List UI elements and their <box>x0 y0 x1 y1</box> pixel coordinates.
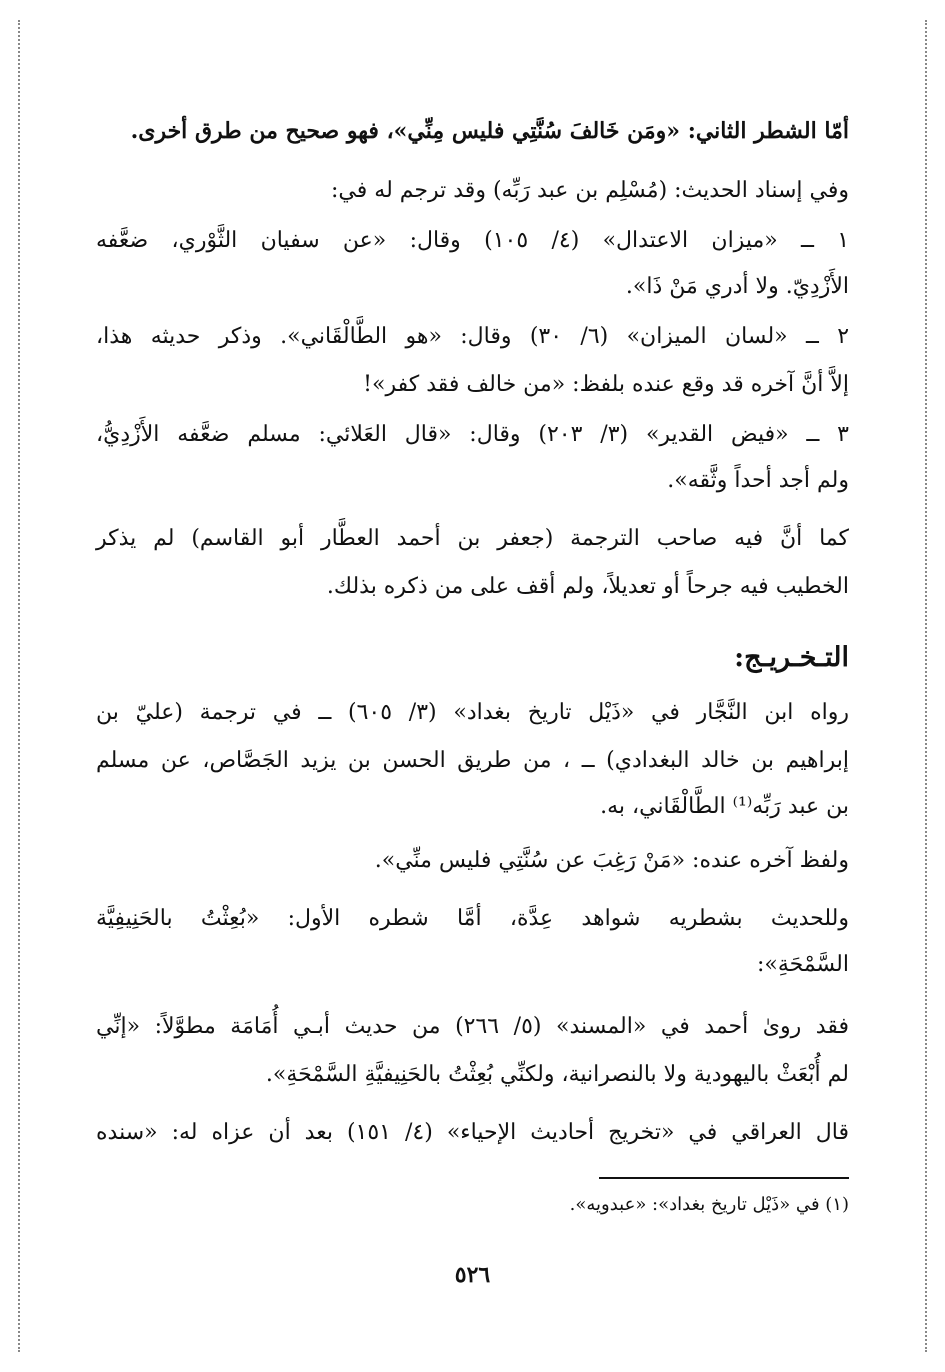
text-line-1: أمّا الشطر الثاني: «ومَن خَالفَ سُنَّتِي فليس مِنِّي»، فهو صحيح من طرق أخرى. <box>130 118 849 144</box>
text-line-3: ١ ــ «ميزان الاعتدال» (٤/ ١٠٥) وقال: «عن سفيان الثَّوْري، ضعَّفه <box>96 228 850 253</box>
text-line-10: الخطيب فيه جرحاً أو تعديلاً، ولم أقف على من ذكره بذلك. <box>326 574 849 599</box>
text-line-16: السَّمْحَةِ»: <box>756 952 849 977</box>
text-line-8: ولم أجد أحداً وثَّقه». <box>667 468 849 493</box>
text-line-18: لم أُبْعَثْ باليهودية ولا بالنصرانية، ولكنِّي بُعِثْتُ بالحَنِيفيَّةِ السَّمْحَةِ». <box>265 1062 849 1087</box>
left-margin-dots <box>18 20 20 1352</box>
text-line-13: بن عبد رَبِّه⁽¹⁾ الطَّالْقَاني، به. <box>600 794 849 819</box>
text-line-14: ولفظ آخره عنده: «مَنْ رَغِبَ عن سُنَّتِي فليس منِّي». <box>374 848 849 873</box>
text-line-19: قال العراقي في «تخريج أحاديث الإحياء» (٤/ ١٥١) بعد أن عزاه له: «سنده <box>96 1120 849 1145</box>
right-margin-dots <box>925 20 927 1352</box>
text-line-15: وللحديث بشطريه شواهد عِدَّة، أمَّا شطره الأول: «بُعِثْتُ بالحَنِيفِيَّة <box>96 906 849 931</box>
text-line-6: إلاَّ أنَّ آخره قد وقع عنده بلفظ: «من خالف فقد كفر»! <box>363 372 849 397</box>
text-line-7: ٣ ــ «فيض القدير» (٣/ ٢٠٣) وقال: «قال العَلائي: مسلم ضعَّفه الأَزْدِيُّ، <box>96 422 849 447</box>
text-line-5: ٢ ــ «لسان الميزان» (٦/ ٣٠) وقال: «هو الطَّالْقَاني». وذكر حديثه هذا، <box>96 324 850 349</box>
text-line-2: وفي إسناد الحديث: (مُسْلِم بن عبد رَبِّه) وقد ترجم له في: <box>331 178 849 203</box>
page-number: ٥٢٦ <box>454 1262 491 1288</box>
footnote-separator <box>599 1177 849 1179</box>
text-line-4: الأَزْدِيّ. ولا أدري مَنْ ذَا». <box>625 274 849 299</box>
footnote-1: (١) في «ذَيْل تاريخ بغداد»: «عبدويه». <box>569 1194 849 1215</box>
section-heading: التـخـريـج: <box>734 642 849 673</box>
text-line-9: كما أنَّ فيه صاحب الترجمة (جعفر بن أحمد العطَّار أبو القاسم) لم يذكر <box>96 526 849 551</box>
text-line-17: فقد روىٰ أحمد في «المسند» (٥/ ٢٦٦) من حديث أبـي أُمَامَة مطوَّلاً: «إنِّي <box>96 1014 850 1039</box>
text-line-11: رواه ابن النَّجَّار في «ذَيْل تاريخ بغداد» (٣/ ٦٠٥) ــ في ترجمة (عليّ بن <box>96 700 849 725</box>
text-line-12: إبراهيم بن خالد البغدادي) ــ ، من طريق الحسن بن يزيد الجَصَّاص، عن مسلم <box>96 748 849 773</box>
